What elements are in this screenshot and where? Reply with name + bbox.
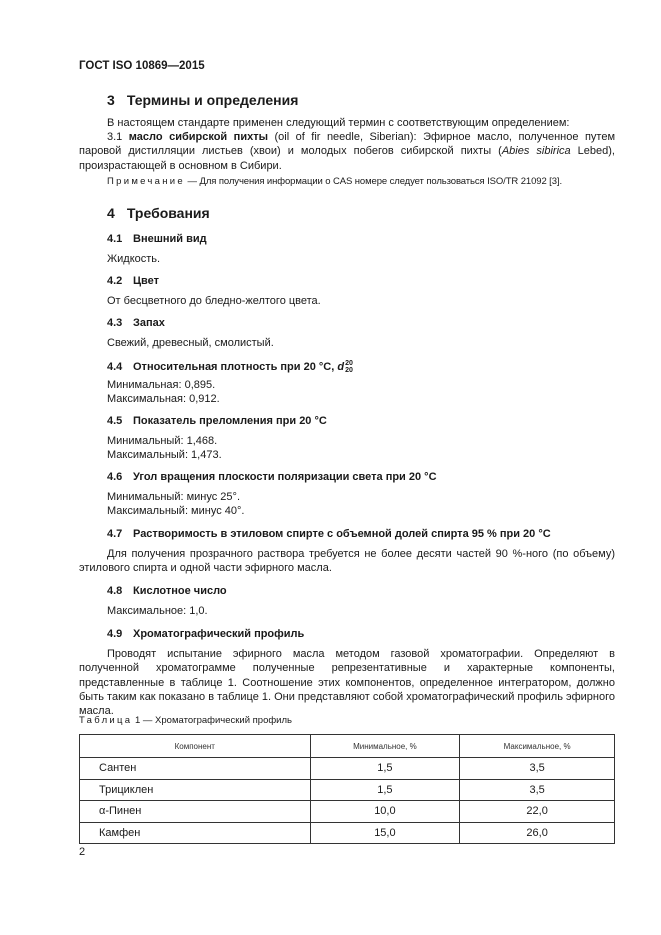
subsection-4-9-heading bbox=[107, 628, 304, 640]
subsection-4-4-values bbox=[107, 378, 220, 406]
section-number: 4 bbox=[107, 205, 115, 221]
subsection-number: 4.7 bbox=[107, 528, 123, 540]
density-sup: 20 bbox=[345, 360, 353, 367]
table-caption bbox=[79, 715, 292, 726]
subsection-title: Хроматографический профиль bbox=[133, 628, 305, 640]
subsection-title: Запах bbox=[133, 317, 165, 329]
chromatography-text: Проводят испытание эфирного масла методом газовой хроматографии. Определяют в полученной хроматограмме полученные репрезентативные и характерные компоненты, представленные в таблице 1. Соотношение этих компонентов, определенное интегратором, должно быть таким как показано в таблице 1. Они представляют собой хроматографический профиль эфирного масла. bbox=[79, 648, 616, 718]
max-value: 3,5 bbox=[460, 758, 615, 780]
table-row bbox=[80, 758, 615, 780]
density-indices bbox=[345, 360, 353, 374]
subsection-4-2-heading bbox=[107, 275, 159, 287]
subsection-number: 4.8 bbox=[107, 585, 123, 597]
term-number: 3.1 bbox=[107, 131, 123, 143]
component-name: Трициклен bbox=[80, 779, 311, 801]
definition-part2: Lebed), произрастающей в основном в Сибири. bbox=[79, 145, 615, 172]
max-value: 26,0 bbox=[460, 822, 615, 844]
table-row bbox=[80, 801, 615, 823]
subsection-title: Внешний вид bbox=[133, 233, 207, 245]
min-value: 15,0 bbox=[310, 822, 460, 844]
definition-part1: Эфирное масло, полученное путем паровой дистилляции листьев (хвои) и молодых побегов сибирской пихты ( bbox=[79, 131, 616, 158]
subsection-number: 4.3 bbox=[107, 317, 123, 329]
subsection-title: Цвет bbox=[133, 275, 160, 287]
min-value: 10,0 bbox=[310, 801, 460, 823]
subsection-number: 4.6 bbox=[107, 471, 123, 483]
section-4-heading bbox=[107, 205, 210, 221]
subsection-4-5-heading bbox=[107, 415, 327, 427]
subsection-title: Кислотное число bbox=[133, 585, 227, 597]
column-header: Максимальное, % bbox=[460, 735, 615, 758]
subsection-4-4-heading bbox=[107, 360, 353, 374]
document-header: ГОСТ ISO 10869—2015 bbox=[79, 60, 205, 72]
subsection-4-8-text: Максимальное: 1,0. bbox=[107, 605, 208, 617]
subsection-title: Относительная плотность при 20 °С, bbox=[133, 360, 338, 373]
subsection-number: 4.5 bbox=[107, 415, 123, 427]
refraction-max: Максимальный: 1,473. bbox=[107, 449, 222, 461]
note-text: — Для получения информации о CAS номере следует пользоваться ISO/TR 21092 [3]. bbox=[185, 176, 562, 187]
table-row bbox=[80, 822, 615, 844]
page-number: 2 bbox=[79, 846, 86, 858]
subsection-title: Показатель преломления при 20 °С bbox=[133, 415, 327, 427]
component-name: α-Пинен bbox=[80, 801, 311, 823]
term-name: масло сибирской пихты bbox=[128, 131, 268, 143]
min-value: 1,5 bbox=[310, 758, 460, 780]
subsection-4-9-text bbox=[79, 647, 615, 718]
refraction-min: Минимальный: 1,468. bbox=[107, 435, 218, 447]
subsection-4-2-text: От бесцветного до бледно-желтого цвета. bbox=[107, 295, 321, 307]
subsection-4-8-heading bbox=[107, 585, 227, 597]
chromatographic-profile-table bbox=[79, 734, 615, 844]
subsection-4-3-heading bbox=[107, 317, 165, 329]
table-caption-text: 1 — Хроматографический профиль bbox=[132, 715, 292, 726]
rotation-max: Максимальный: минус 40°. bbox=[107, 505, 245, 517]
table-caption-label: Таблица bbox=[79, 715, 133, 726]
subsection-4-6-values bbox=[107, 490, 244, 518]
solubility-text: Для получения прозрачного раствора требуется не более десяти частей 90 %-ного (по объему) этилового спирта и одной части эфирного масла. bbox=[79, 548, 615, 575]
subsection-4-5-values bbox=[107, 434, 222, 462]
section-3-heading bbox=[107, 92, 298, 108]
section-3-intro: В настоящем стандарте применен следующий термин с соответствующим определением: bbox=[107, 117, 570, 129]
density-sub: 20 bbox=[345, 367, 353, 374]
section-title: Термины и определения bbox=[126, 92, 299, 108]
subsection-4-7-text bbox=[79, 547, 615, 576]
density-min: Минимальная: 0,895. bbox=[107, 379, 216, 391]
subsection-number: 4.1 bbox=[107, 233, 123, 245]
component-name: Сантен bbox=[80, 758, 311, 780]
subsection-4-6-heading bbox=[107, 471, 437, 483]
subsection-title: Растворимость в этиловом спирте с объемной долей спирта 95 % при 20 °С bbox=[133, 528, 551, 540]
table-header-row bbox=[80, 735, 615, 758]
subsection-number: 4.2 bbox=[107, 275, 123, 287]
subsection-title: Угол вращения плоскости поляризации света при 20 °С bbox=[133, 471, 437, 483]
min-value: 1,5 bbox=[310, 779, 460, 801]
density-max: Максимальная: 0,912. bbox=[107, 393, 220, 405]
column-header: Компонент bbox=[80, 735, 311, 758]
subsection-4-3-text: Свежий, древесный, смолистый. bbox=[107, 337, 274, 349]
column-header: Минимальное, % bbox=[310, 735, 460, 758]
term-english: (oil of fir needle, Siberian): bbox=[267, 131, 417, 143]
subsection-4-1-text: Жидкость. bbox=[107, 253, 161, 265]
note bbox=[107, 176, 562, 187]
subsection-4-1-heading bbox=[107, 233, 207, 245]
rotation-min: Минимальный: минус 25°. bbox=[107, 491, 240, 503]
subsection-4-7-heading bbox=[107, 528, 551, 540]
max-value: 3,5 bbox=[460, 779, 615, 801]
subsection-number: 4.9 bbox=[107, 628, 123, 640]
max-value: 22,0 bbox=[460, 801, 615, 823]
table-row bbox=[80, 779, 615, 801]
term-definition bbox=[79, 130, 615, 173]
note-label: Примечание bbox=[107, 176, 185, 187]
section-number: 3 bbox=[107, 92, 115, 108]
density-symbol: d bbox=[337, 360, 345, 373]
section-title: Требования bbox=[126, 205, 210, 221]
subsection-number: 4.4 bbox=[107, 360, 123, 373]
definition-latin: Abies sibirica bbox=[501, 145, 571, 158]
component-name: Камфен bbox=[80, 822, 311, 844]
